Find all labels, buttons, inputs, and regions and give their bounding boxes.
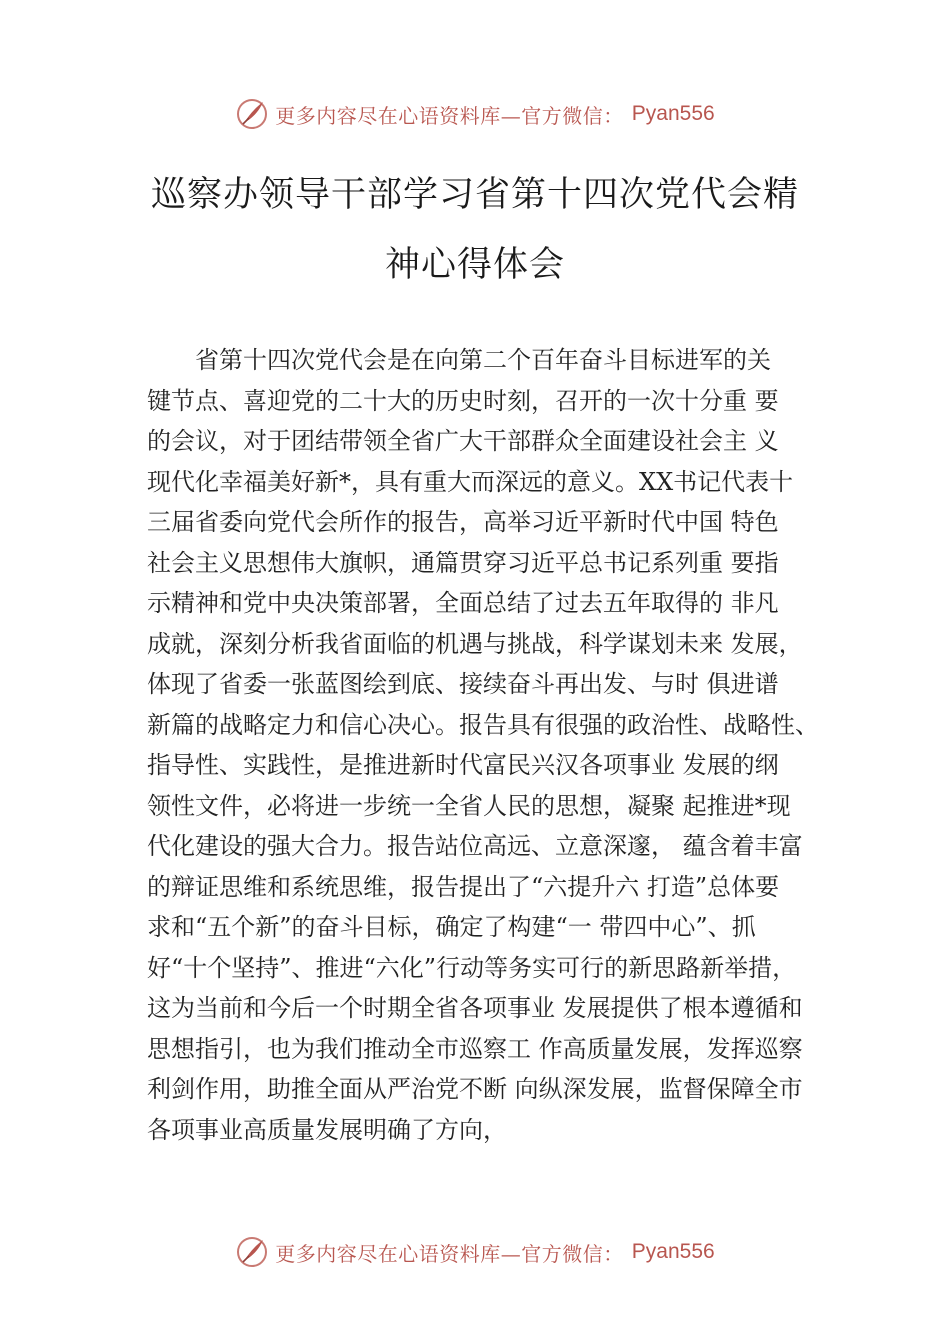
document-title [130,160,820,300]
footer-banner [0,1230,950,1274]
body-line: 各项事业高质量发展明确了方向， [147,1115,507,1144]
body-line: 利剑作用，助推全面从严治党不断 向纵深发展，监督保障全市 [147,1075,803,1103]
body-line: 三届省委向党代会所作的报告，高举习近平新时代中国 特色 [147,508,779,536]
header-banner [0,92,950,136]
banner-promo-text: 更多内容尽在心语资料库—官方微信： [275,103,624,128]
body-line: 指导性、实践性，是推进新时代富民兴汉各项事业 发展的纲 [147,751,779,779]
body-line: 社会主义思想伟大旗帜，通篇贯穿习近平总书记系列重 要指 [147,548,779,577]
body-line: 示精神和党中央决策部署，全面总结了过去五年取得的 非凡 [147,589,779,617]
body-line: 体现了省委一张蓝图绘到底、接续奋斗再出发、与时 俱进谱 [147,670,779,698]
body-line: 思想指引，也为我们推动全市巡察工 作高质量发展，发挥巡察 [147,1034,803,1063]
body-line: 这为当前和今后一个时期全省各项事业 发展提供了根本遵循和 [147,994,803,1022]
document-body [147,340,837,1150]
quill-pen-logo-icon [235,97,269,131]
banner-wechat-handle: Pyan556 [631,1240,715,1263]
body-line: 现代化幸福美好新*，具有重大而深远的意义。XX书记代表十 [147,467,794,496]
banner-promo-text: 更多内容尽在心语资料库—官方微信： [275,1241,624,1266]
body-line: 新篇的战略定力和信心决心。报告具有很强的政治性、战略性、 [147,710,819,739]
body-line: 键节点、喜迎党的二十大的历史时刻，召开的一次十分重 要 [147,386,779,415]
body-line: 的会议，对于团结带领全省广大干部群众全面建设社会主 义 [147,427,779,455]
body-line: 求和“五个新”的奋斗目标，确定了构建“一 带四中心”、抓 [147,913,756,941]
banner-wechat-handle: Pyan556 [631,102,715,125]
body-line: 的辩证思维和系统思维，报告提出了“六提升六 打造”总体要 [147,872,780,901]
body-line: 好“十个坚持”、推进“六化”行动等务实可行的新思路新举措， [147,953,797,982]
body-line: 成就，深刻分析我省面临的机遇与挑战，科学谋划未来 发展， [147,629,803,658]
title-line: 巡察办领导干部学习省第十四次党代会精 [150,175,799,215]
title-line: 神心得体会 [384,245,565,285]
body-line: 代化建设的强大合力。报告站位高远、立意深邃， 蕴含着丰富 [147,832,803,860]
quill-pen-logo-icon [235,1235,269,1269]
body-line: 领性文件，必将进一步统一全省人民的思想，凝聚 起推进*现 [147,791,791,820]
body-line: 省第十四次党代会是在向第二个百年奋斗目标进军的关 [195,346,771,374]
